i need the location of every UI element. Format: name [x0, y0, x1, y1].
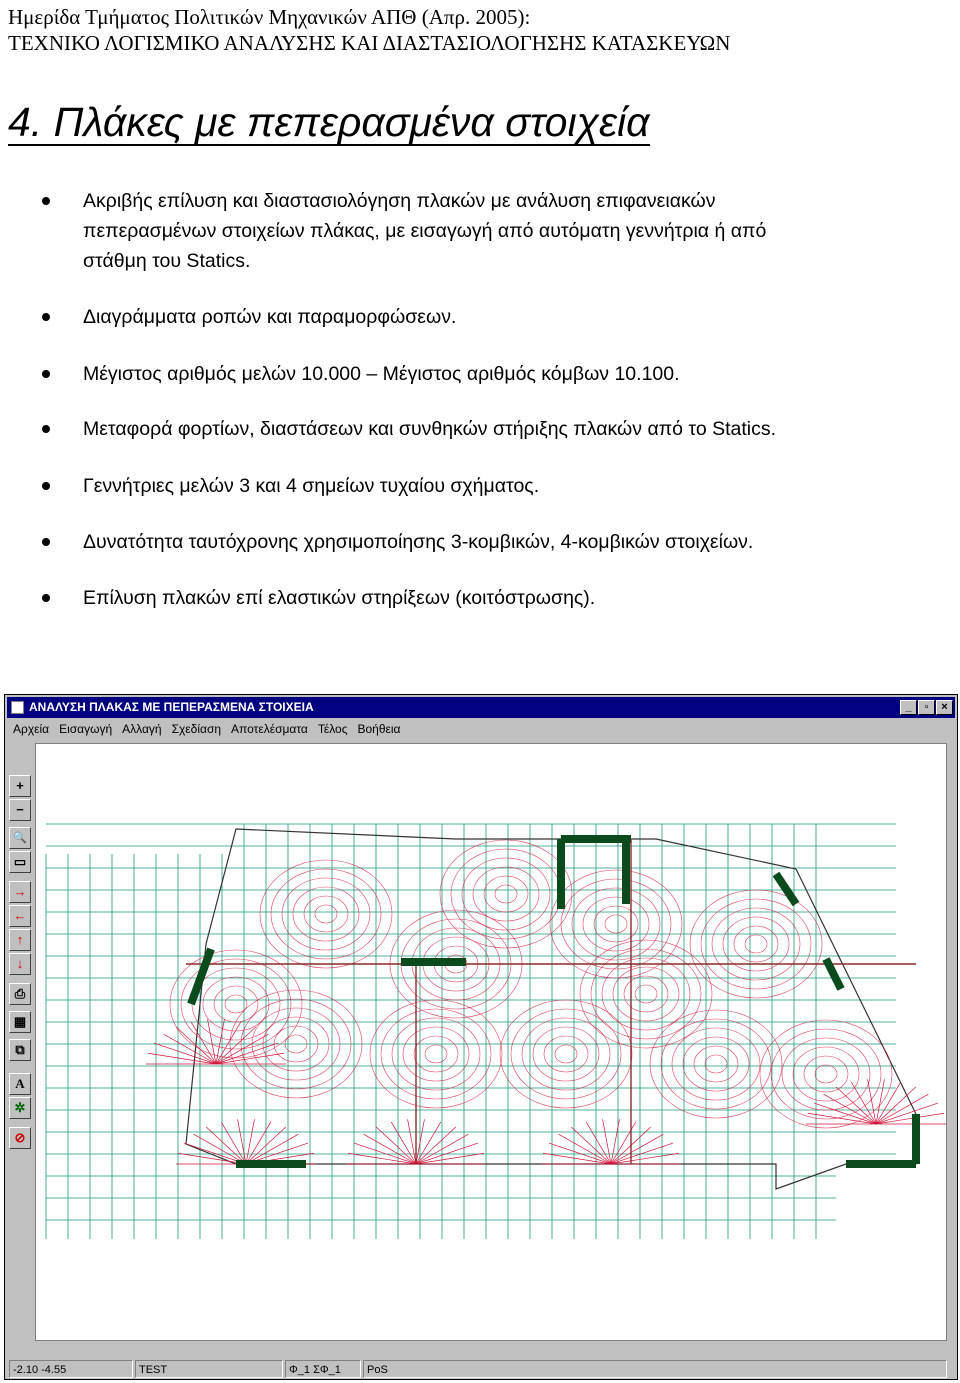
contour-line	[650, 1010, 782, 1118]
list-item-line: Διαγράμματα ροπών και παραμορφώσεων.	[83, 306, 457, 328]
list-item-line: Ακριβής επίλυση και διαστασιολόγηση πλακών με ανάλυση επιφανειακών	[83, 190, 716, 212]
title-underline	[8, 144, 650, 146]
contour-line	[304, 896, 348, 932]
menu-item-help[interactable]: Βοήθεια	[357, 722, 401, 736]
contour-line	[500, 1000, 632, 1108]
contour-line	[793, 1047, 859, 1101]
contour-line	[315, 905, 337, 923]
minimize-button[interactable]: _	[900, 700, 917, 715]
menu-item-insert[interactable]: Εισαγωγή	[59, 722, 113, 736]
contour-line	[403, 1027, 469, 1081]
bullet-icon	[42, 538, 50, 546]
support-wall	[776, 874, 796, 904]
contour-line	[605, 915, 627, 933]
contour-line	[533, 1027, 599, 1081]
contour-line	[760, 1020, 892, 1128]
contour-line	[694, 1046, 738, 1082]
contour-line	[591, 949, 701, 1039]
monitor-icon[interactable]: ▭	[9, 851, 31, 873]
bullet-icon	[42, 313, 50, 321]
text-icon[interactable]: A	[9, 1073, 31, 1095]
bullet-icon	[42, 425, 50, 433]
contour-line	[723, 917, 789, 971]
contour-line	[511, 1009, 621, 1099]
settings-icon[interactable]: ✲	[9, 1097, 31, 1119]
contour-line	[462, 858, 550, 930]
contour-line	[392, 1018, 480, 1090]
contour-line	[381, 1009, 491, 1099]
contour-line	[282, 878, 370, 950]
contour-line	[192, 968, 280, 1040]
pan-right-icon[interactable]: →	[9, 881, 31, 903]
print-icon[interactable]: ⎙	[9, 983, 31, 1005]
contour-line	[782, 1038, 870, 1110]
status-bar	[7, 1359, 955, 1379]
contour-line	[661, 1019, 771, 1109]
contour-line	[260, 860, 392, 968]
app-icon	[11, 701, 24, 714]
contour-line	[484, 876, 528, 912]
contour-line	[701, 899, 811, 989]
drawing-canvas[interactable]	[35, 743, 947, 1341]
menu-item-exit[interactable]: Τέλος	[317, 722, 348, 736]
header-line-2: ΤΕΧΝΙΚΟ ΛΟΓΙΣΜΙΚΟ ΑΝΑΛΥΣΗΣ ΚΑΙ ΔΙΑΣΤΑΣΙΟΛΟΓΗΣΗΣ ΚΑΤΑΣΚΕΥΩΝ	[8, 31, 731, 55]
contour-line	[771, 1029, 881, 1119]
status-file: TEST	[135, 1360, 283, 1378]
contour-line	[425, 1045, 447, 1063]
contour-line	[583, 897, 649, 951]
contour-line	[712, 908, 800, 980]
document-header	[8, 4, 730, 56]
list-item-line: πεπερασμένων στοιχείων πλάκας, με εισαγωγή από αυτόματη γεννήτρια ή από	[83, 220, 767, 242]
horizontal-scrollbar[interactable]	[35, 1341, 947, 1357]
list-item-line: στάθμη του Statics.	[83, 250, 251, 272]
pan-left-icon[interactable]: ←	[9, 905, 31, 927]
menu-bar	[7, 718, 955, 740]
contour-line	[271, 869, 381, 959]
contour-line	[561, 879, 671, 969]
bullet-icon	[42, 482, 50, 490]
zoom-window-icon[interactable]: 🔍	[9, 827, 31, 849]
window-titlebar[interactable]	[7, 697, 955, 718]
status-coordinates: -2.10 -4.55	[9, 1360, 133, 1378]
calculator-icon[interactable]: ▦	[9, 1011, 31, 1033]
contour-line	[495, 885, 517, 903]
contour-line	[734, 926, 778, 962]
zoom-in-button[interactable]: +	[9, 775, 31, 797]
contour-line	[815, 1065, 837, 1083]
menu-item-results[interactable]: Αποτελέσματα	[231, 722, 308, 736]
contour-line	[745, 935, 767, 953]
list-item-line: Επίλυση πλακών επί ελαστικών στηρίξεων (κοιτόστρωσης).	[83, 587, 596, 609]
list-item-line: Γεννήτριες μελών 3 και 4 σημείων τυχαίου σχήματος.	[83, 475, 540, 497]
window-title: ΑΝΑΛΥΣΗ ΠΛΑΚΑΣ ΜΕ ΠΕΠΕΡΑΣΜΕΝΑ ΣΤΟΙΧΕΙΑ	[29, 700, 314, 714]
contour-line	[804, 1056, 848, 1092]
zoom-out-button[interactable]: −	[9, 799, 31, 821]
stop-icon[interactable]: ⊘	[9, 1127, 31, 1149]
contour-line	[522, 1018, 610, 1090]
finite-element-plate-drawing	[36, 744, 946, 1340]
maximize-button[interactable]: ▫	[918, 700, 935, 715]
close-button[interactable]: ×	[936, 700, 953, 715]
header-line-1: Ημερίδα Τμήματος Πολιτικών Μηχανικών ΑΠΘ (Απρ. 2005):	[8, 5, 531, 29]
contour-line	[370, 1000, 502, 1108]
pan-up-icon[interactable]: ↑	[9, 929, 31, 951]
tool-palette	[7, 765, 33, 1345]
list-item-line: Μέγιστος αριθμός μελών 10.000 – Μέγιστος αριθμός κόμβων 10.100.	[83, 363, 680, 385]
contour-line	[203, 977, 269, 1031]
status-mode: PoS	[363, 1360, 947, 1378]
contour-line	[451, 849, 561, 939]
status-load: Φ_1 ΣΦ_1	[285, 1360, 361, 1378]
contour-line	[672, 1028, 760, 1100]
section-title: 4. Πλάκες με πεπερασμένα στοιχεία	[8, 99, 650, 145]
contour-line	[683, 1037, 749, 1091]
contour-line	[690, 890, 822, 998]
contour-line	[170, 950, 302, 1058]
contour-line	[414, 1036, 458, 1072]
contour-line	[544, 1036, 588, 1072]
list-item-line: Δυνατότητα ταυτόχρονης χρησιμοποίησης 3-κομβικών, 4-κομβικών στοιχείων.	[83, 531, 754, 553]
plate-outline	[186, 829, 916, 1189]
contour-line	[473, 867, 539, 921]
contour-line	[705, 1055, 727, 1073]
contour-line	[293, 887, 359, 941]
copy-icon[interactable]: ⧉	[9, 1039, 31, 1061]
contour-line	[613, 967, 679, 1021]
contour-line	[181, 959, 291, 1049]
bullet-icon	[42, 197, 50, 205]
list-item-line: Μεταφορά φορτίων, διαστάσεων και συνθηκών στήριξης πλακών από το Statics.	[83, 418, 777, 440]
menu-item-draw[interactable]: Σχεδίαση	[171, 722, 222, 736]
pan-down-icon[interactable]: ↓	[9, 953, 31, 975]
menu-item-change[interactable]: Αλλαγή	[122, 722, 162, 736]
bullet-icon	[42, 594, 50, 602]
app-window-screenshot	[4, 694, 958, 1380]
bullet-icon	[42, 370, 50, 378]
menu-item-files[interactable]: Αρχεία	[13, 722, 50, 736]
